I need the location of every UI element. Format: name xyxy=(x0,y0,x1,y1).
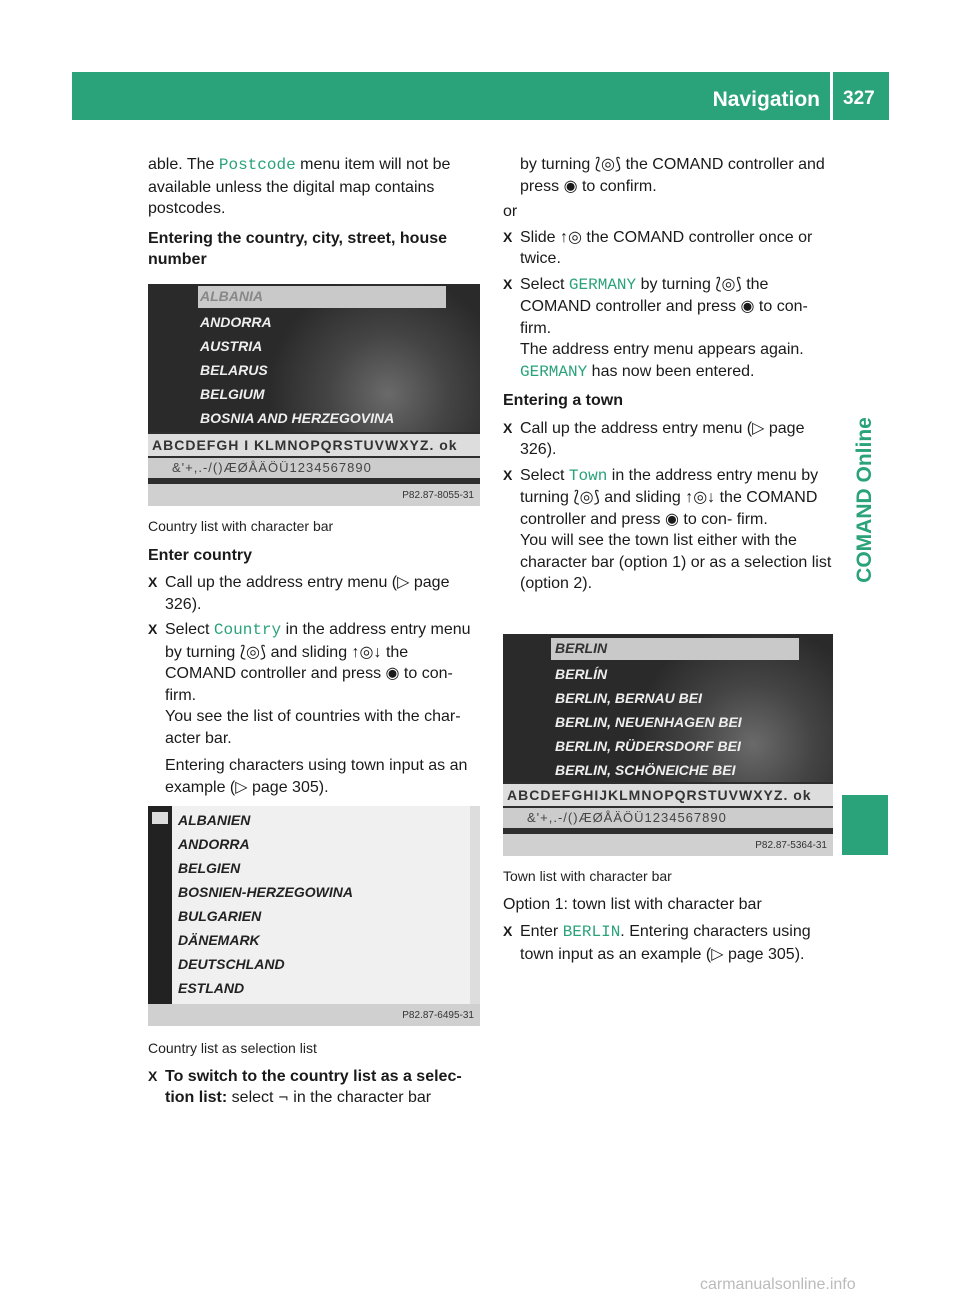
figure-caption: Country list with character bar xyxy=(148,518,334,534)
page-section-title: Navigation xyxy=(712,88,820,111)
paragraph: or xyxy=(503,203,518,220)
left-column xyxy=(148,154,483,271)
paragraph: by turning ⟅◎⟆ the COMAND controller and press ◉ to confirm. xyxy=(520,156,825,195)
list-item: BELGIEN xyxy=(178,860,241,876)
country-list-screenshot xyxy=(148,284,480,506)
bullet-step: X Call up the address entry menu (▷ page 326). xyxy=(148,572,483,615)
right-column xyxy=(503,154,838,595)
character-bar: ABCDEFGHIJKLMNOPQRSTUVWXYZ. ok xyxy=(503,784,833,806)
list-item: BERLIN xyxy=(555,640,608,656)
paragraph: Option 1: town list with character bar xyxy=(503,895,762,913)
list-item: AUSTRIA xyxy=(200,338,263,354)
bullet-step: X Select Town in the address entry menu by turning ⟅◎⟆ and sliding ↑◎↓ the COMAND controller and press ◉ to con- firm. xyxy=(503,465,838,531)
figure-code: P82.87-5364-31 xyxy=(755,840,827,851)
section-heading: Enter country xyxy=(148,546,253,564)
paragraph: You see the list of countries with the char- acter bar. xyxy=(165,708,461,747)
figure-caption: Town list with character bar xyxy=(503,868,672,884)
bullet-step: X Call up the address entry menu (▷ page 326). xyxy=(503,418,838,461)
figure-code: P82.87-6495-31 xyxy=(402,1010,474,1021)
paragraph: You will see the town list either with the character bar (option 1) or as a selection list (option 2). xyxy=(520,532,832,592)
character-bar-symbols: &'+,.-/()ÆØÅÄÖÜ1234567890 xyxy=(503,808,833,828)
list-item: BELGIUM xyxy=(200,386,265,402)
list-item: BELARUS xyxy=(200,362,268,378)
menu-term: Postcode xyxy=(218,156,296,174)
side-tab-label: COMAND Online xyxy=(853,417,876,583)
character-bar-symbols: &'+,.-/()ÆØÅÄÖÜ1234567890 xyxy=(148,458,480,478)
side-tab xyxy=(842,380,888,620)
menu-term: GERMANY xyxy=(520,362,588,381)
menu-term: Country xyxy=(213,621,282,639)
bullet-step: X To switch to the country list as a selec- tion list: select ¬ in the character bar xyxy=(148,1066,483,1110)
list-item: BERLIN, RÜDERSDORF BEI xyxy=(555,738,741,754)
menu-term: GERMANY xyxy=(568,275,637,294)
list-item: BERLÍN xyxy=(555,666,608,682)
bullet-step: X Enter BERLIN. Entering characters using town input as an example (▷ page 305). xyxy=(503,921,838,965)
town-list-screenshot xyxy=(503,634,833,856)
list-item: ANDORRA xyxy=(178,836,250,852)
country-selection-list-screenshot xyxy=(148,806,480,1026)
bullet-step: X Select Country in the address entry menu by turning ⟅◎⟆ and sliding ↑◎↓ the COMAND controller and press ◉ to con- firm. xyxy=(148,619,483,706)
list-item: ANDORRA xyxy=(200,314,272,330)
ok-key-icon: ¬ xyxy=(277,1091,289,1106)
list-item: DÄNEMARK xyxy=(178,932,260,948)
left-column-end xyxy=(148,1038,483,1110)
list-item: BOSNIA AND HERZEGOVINA xyxy=(200,410,395,426)
back-icon xyxy=(152,812,168,824)
list-item: BERLIN, NEUENHAGEN BEI xyxy=(555,714,742,730)
figure-code: P82.87-8055-31 xyxy=(402,490,474,501)
list-item: DEUTSCHLAND xyxy=(178,956,285,972)
list-item: ALBANIA xyxy=(200,288,263,304)
list-item: ESTLAND xyxy=(178,980,245,996)
scrollbar xyxy=(470,806,480,1004)
menu-term: Town xyxy=(568,466,608,485)
paragraph: The address entry menu appears again. xyxy=(520,341,804,358)
section-heading: Entering a town xyxy=(503,392,623,409)
bullet-step: X Select GERMANY by turning ⟅◎⟆ the COMAND controller and press ◉ to con- firm. xyxy=(503,274,838,340)
character-bar: ABCDEFGH I KLMNOPQRSTUVWXYZ. ok xyxy=(148,434,480,456)
paragraph: Entering characters using town input as an example (▷ page 305). xyxy=(165,757,468,796)
section-heading: Entering the country, city, street, house number xyxy=(148,229,448,268)
list-item: BERLIN, BERNAU BEI xyxy=(555,690,703,706)
paragraph: able. The Postcode menu item will not be available unless the digital map contains postcodes. xyxy=(148,156,451,217)
list-item: BULGARIEN xyxy=(178,908,262,924)
bullet-step: X Slide ↑◎ the COMAND controller once or twice. xyxy=(503,227,838,270)
list-item: BERLIN, SCHÖNEICHE BEI xyxy=(555,762,736,778)
watermark: carmanualsonline.info xyxy=(700,1276,856,1293)
menu-term: BERLIN xyxy=(562,923,621,941)
paragraph: GERMANY has now been entered. xyxy=(520,362,755,381)
list-item: BOSNIEN-HERZEGOWINA xyxy=(178,884,353,900)
left-column-cont xyxy=(148,516,483,798)
list-item: ALBANIEN xyxy=(178,812,251,828)
header-divider xyxy=(830,72,833,120)
right-column-end xyxy=(503,866,838,965)
page-number: 327 xyxy=(843,88,875,109)
figure-caption: Country list as selection list xyxy=(148,1040,317,1056)
side-marker xyxy=(842,795,888,855)
